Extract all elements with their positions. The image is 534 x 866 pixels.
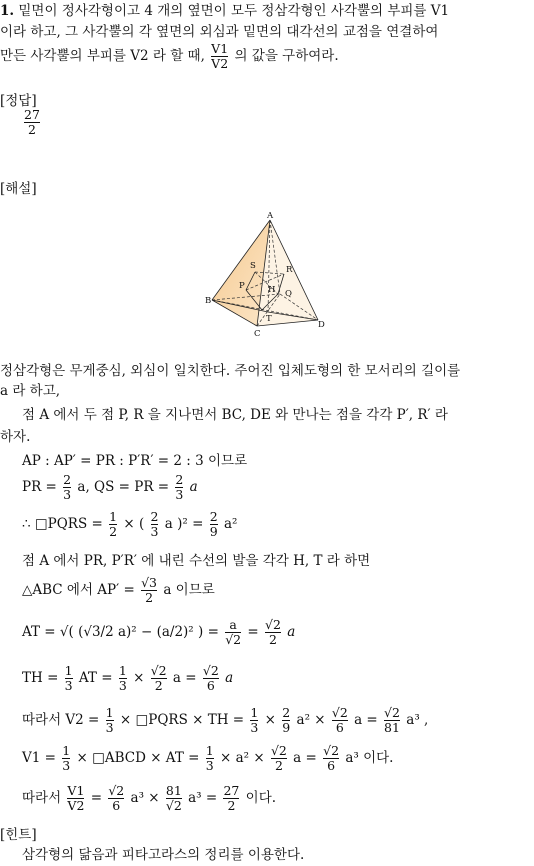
math-2a: PR =: [22, 479, 62, 495]
math-line-4: 점 A 에서 PR, P′R′ 에 내린 수선의 발을 각각 H, T 라 하면: [22, 553, 371, 569]
math-3c: a )² =: [164, 516, 208, 532]
frac-sqrt2-81: $\frac{√2}{81}$: [384, 705, 400, 735]
frac-1-3c: $\frac{1}{3}$: [105, 705, 114, 735]
math-line-7: [22, 664, 233, 693]
problem-line-3: [0, 42, 339, 71]
frac-sqrt2-2c: $\frac{√2}{2}$: [270, 743, 287, 773]
frac-2-9: $\frac{2}{9}$: [209, 509, 218, 539]
math-9d: a =: [293, 750, 322, 766]
label-c: C: [254, 329, 261, 339]
answer-den: 2: [24, 122, 40, 137]
frac-1-3d: $\frac{1}{3}$: [250, 705, 259, 735]
math-9b: × □ABCD × AT =: [76, 750, 204, 766]
frac-2-3b: $\frac{2}{3}$: [175, 472, 184, 502]
math-3b: × (: [123, 516, 149, 532]
ratio-den: V2: [211, 56, 229, 71]
math-9a: V1 =: [22, 750, 61, 766]
explanation-para-1: 정삼각형은 무게중심, 외심이 일치한다. 주어진 입체도형의 한 모서리의 길이를: [0, 363, 461, 379]
frac-sqrt2-2: $\frac{√2}{2}$: [265, 617, 281, 647]
math-8a: 따라서 V2 =: [22, 712, 104, 728]
label-p: P: [239, 281, 245, 291]
math-line-8: [22, 706, 428, 735]
label-s: S: [250, 261, 256, 271]
math-2b: a, QS = PR =: [77, 479, 174, 495]
hint-text: 삼각형의 닮음과 피타고라스의 정리를 이용한다.: [22, 847, 305, 863]
pyramid-figure: [200, 210, 335, 340]
math-7c: ×: [133, 670, 149, 686]
frac-2-3: $\frac{2}{3}$: [63, 472, 72, 502]
math-5b: a 이므로: [163, 582, 215, 598]
math-line-2: [22, 473, 198, 502]
frac-sqrt3-2: $\frac{√3}{2}$: [141, 575, 158, 605]
frac-27-2: $\frac{27}{2}$: [223, 783, 240, 813]
math-8c: ×: [264, 712, 281, 728]
math-8e: a =: [354, 712, 383, 728]
label-r: R: [286, 265, 293, 275]
frac-1-2: $\frac{1}{2}$: [109, 509, 118, 539]
frac-2-3c: $\frac{2}{3}$: [150, 509, 159, 539]
var-a-3: a: [225, 670, 234, 686]
frac-v1-v2: $\frac{V1}{V2}$: [67, 783, 85, 813]
answer-fraction: [22, 108, 42, 137]
math-7b: AT =: [78, 670, 117, 686]
math-7a: TH =: [22, 670, 63, 686]
label-d: D: [318, 320, 325, 330]
explanation-label: [해설]: [0, 181, 37, 197]
frac-81-sqrt2: $\frac{81}{√2}$: [165, 783, 182, 813]
frac-sqrt2-6d: $\frac{√2}{6}$: [108, 783, 125, 813]
var-a-2: a: [287, 624, 296, 640]
problem-text-3b: 의 값을 구하여라.: [234, 48, 339, 64]
frac-sqrt2-6b: $\frac{√2}{6}$: [331, 705, 348, 735]
math-3d: a²: [223, 516, 238, 532]
math-line-5: [22, 576, 215, 605]
math-10a: 따라서: [22, 790, 66, 806]
problem-number: 1.: [0, 3, 15, 19]
problem-line-2: 이라 하고, 그 사각뿔의 각 옆면의 외심과 밑면의 대각선의 교점을 연결하여: [0, 24, 439, 40]
label-q: Q: [285, 289, 292, 299]
math-9c: × a² ×: [219, 750, 269, 766]
problem-text-3a: 만든 사각뿔의 부피를 V2 라 할 때,: [0, 48, 205, 64]
frac-sqrt2-2b: $\frac{√2}{2}$: [150, 663, 167, 693]
frac-1-3: $\frac{1}{3}$: [64, 663, 73, 693]
frac-sqrt2-6: $\frac{√2}{6}$: [202, 663, 219, 693]
explanation-para-3: 점 A 에서 두 점 P, R 을 지나면서 BC, DE 와 만나는 점을 각각 P′, R′ 라: [22, 407, 448, 423]
frac-sqrt2-6c: $\frac{√2}{6}$: [323, 743, 340, 773]
math-6b: =: [207, 624, 224, 640]
frac-1-3f: $\frac{1}{3}$: [205, 743, 214, 773]
explanation-para-2: a 라 하고,: [0, 383, 61, 399]
problem-line-1: [0, 2, 449, 20]
label-a: A: [267, 211, 274, 221]
math-8f: a³ ,: [406, 712, 429, 728]
math-8b: × □PQRS × TH =: [119, 712, 249, 728]
math-3a: ∴ □PQRS =: [22, 516, 108, 532]
label-b: B: [205, 296, 212, 306]
math-line-9: [22, 744, 393, 773]
var-a: a: [189, 479, 198, 495]
math-line-6: [22, 618, 295, 647]
ratio-num: V1: [211, 41, 229, 56]
hint-label: [힌트]: [0, 827, 37, 843]
sqrt-expression: √( (√3/2 a)² − (a/2)² ): [59, 624, 204, 640]
frac-1-3b: $\frac{1}{3}$: [118, 663, 127, 693]
math-line-3: [22, 510, 237, 539]
answer-label: [정답]: [0, 93, 37, 109]
math-10d: a³ =: [188, 790, 222, 806]
math-5a: △ABC 에서 AP′ =: [22, 582, 140, 598]
math-10c: a³ ×: [130, 790, 164, 806]
ratio-fraction: [211, 42, 228, 71]
math-10e: 이다.: [245, 790, 277, 806]
math-line-1: AP : AP′ = PR : P′R′ = 2 : 3 이므로: [22, 453, 248, 469]
frac-2-9b: $\frac{2}{9}$: [282, 705, 291, 735]
math-7d: a =: [172, 670, 201, 686]
frac-a-sqrt2: $\frac{a}{√2}$: [225, 617, 242, 647]
problem-text-1: 밑면이 정사각형이고 4 개의 옆면이 모두 정삼각형인 사각뿔의 부피를 V1: [18, 3, 450, 19]
math-line-10: [22, 784, 276, 813]
answer-num: 27: [24, 107, 40, 122]
math-8d: a² ×: [296, 712, 330, 728]
frac-1-3e: $\frac{1}{3}$: [62, 743, 71, 773]
math-10b: =: [90, 790, 107, 806]
explanation-para-4: 하자.: [0, 429, 31, 445]
label-h: H: [268, 285, 276, 295]
label-t: T: [266, 314, 272, 324]
math-9e: a³ 이다.: [345, 750, 394, 766]
math-6c: =: [247, 624, 264, 640]
math-6a: AT =: [22, 624, 60, 640]
